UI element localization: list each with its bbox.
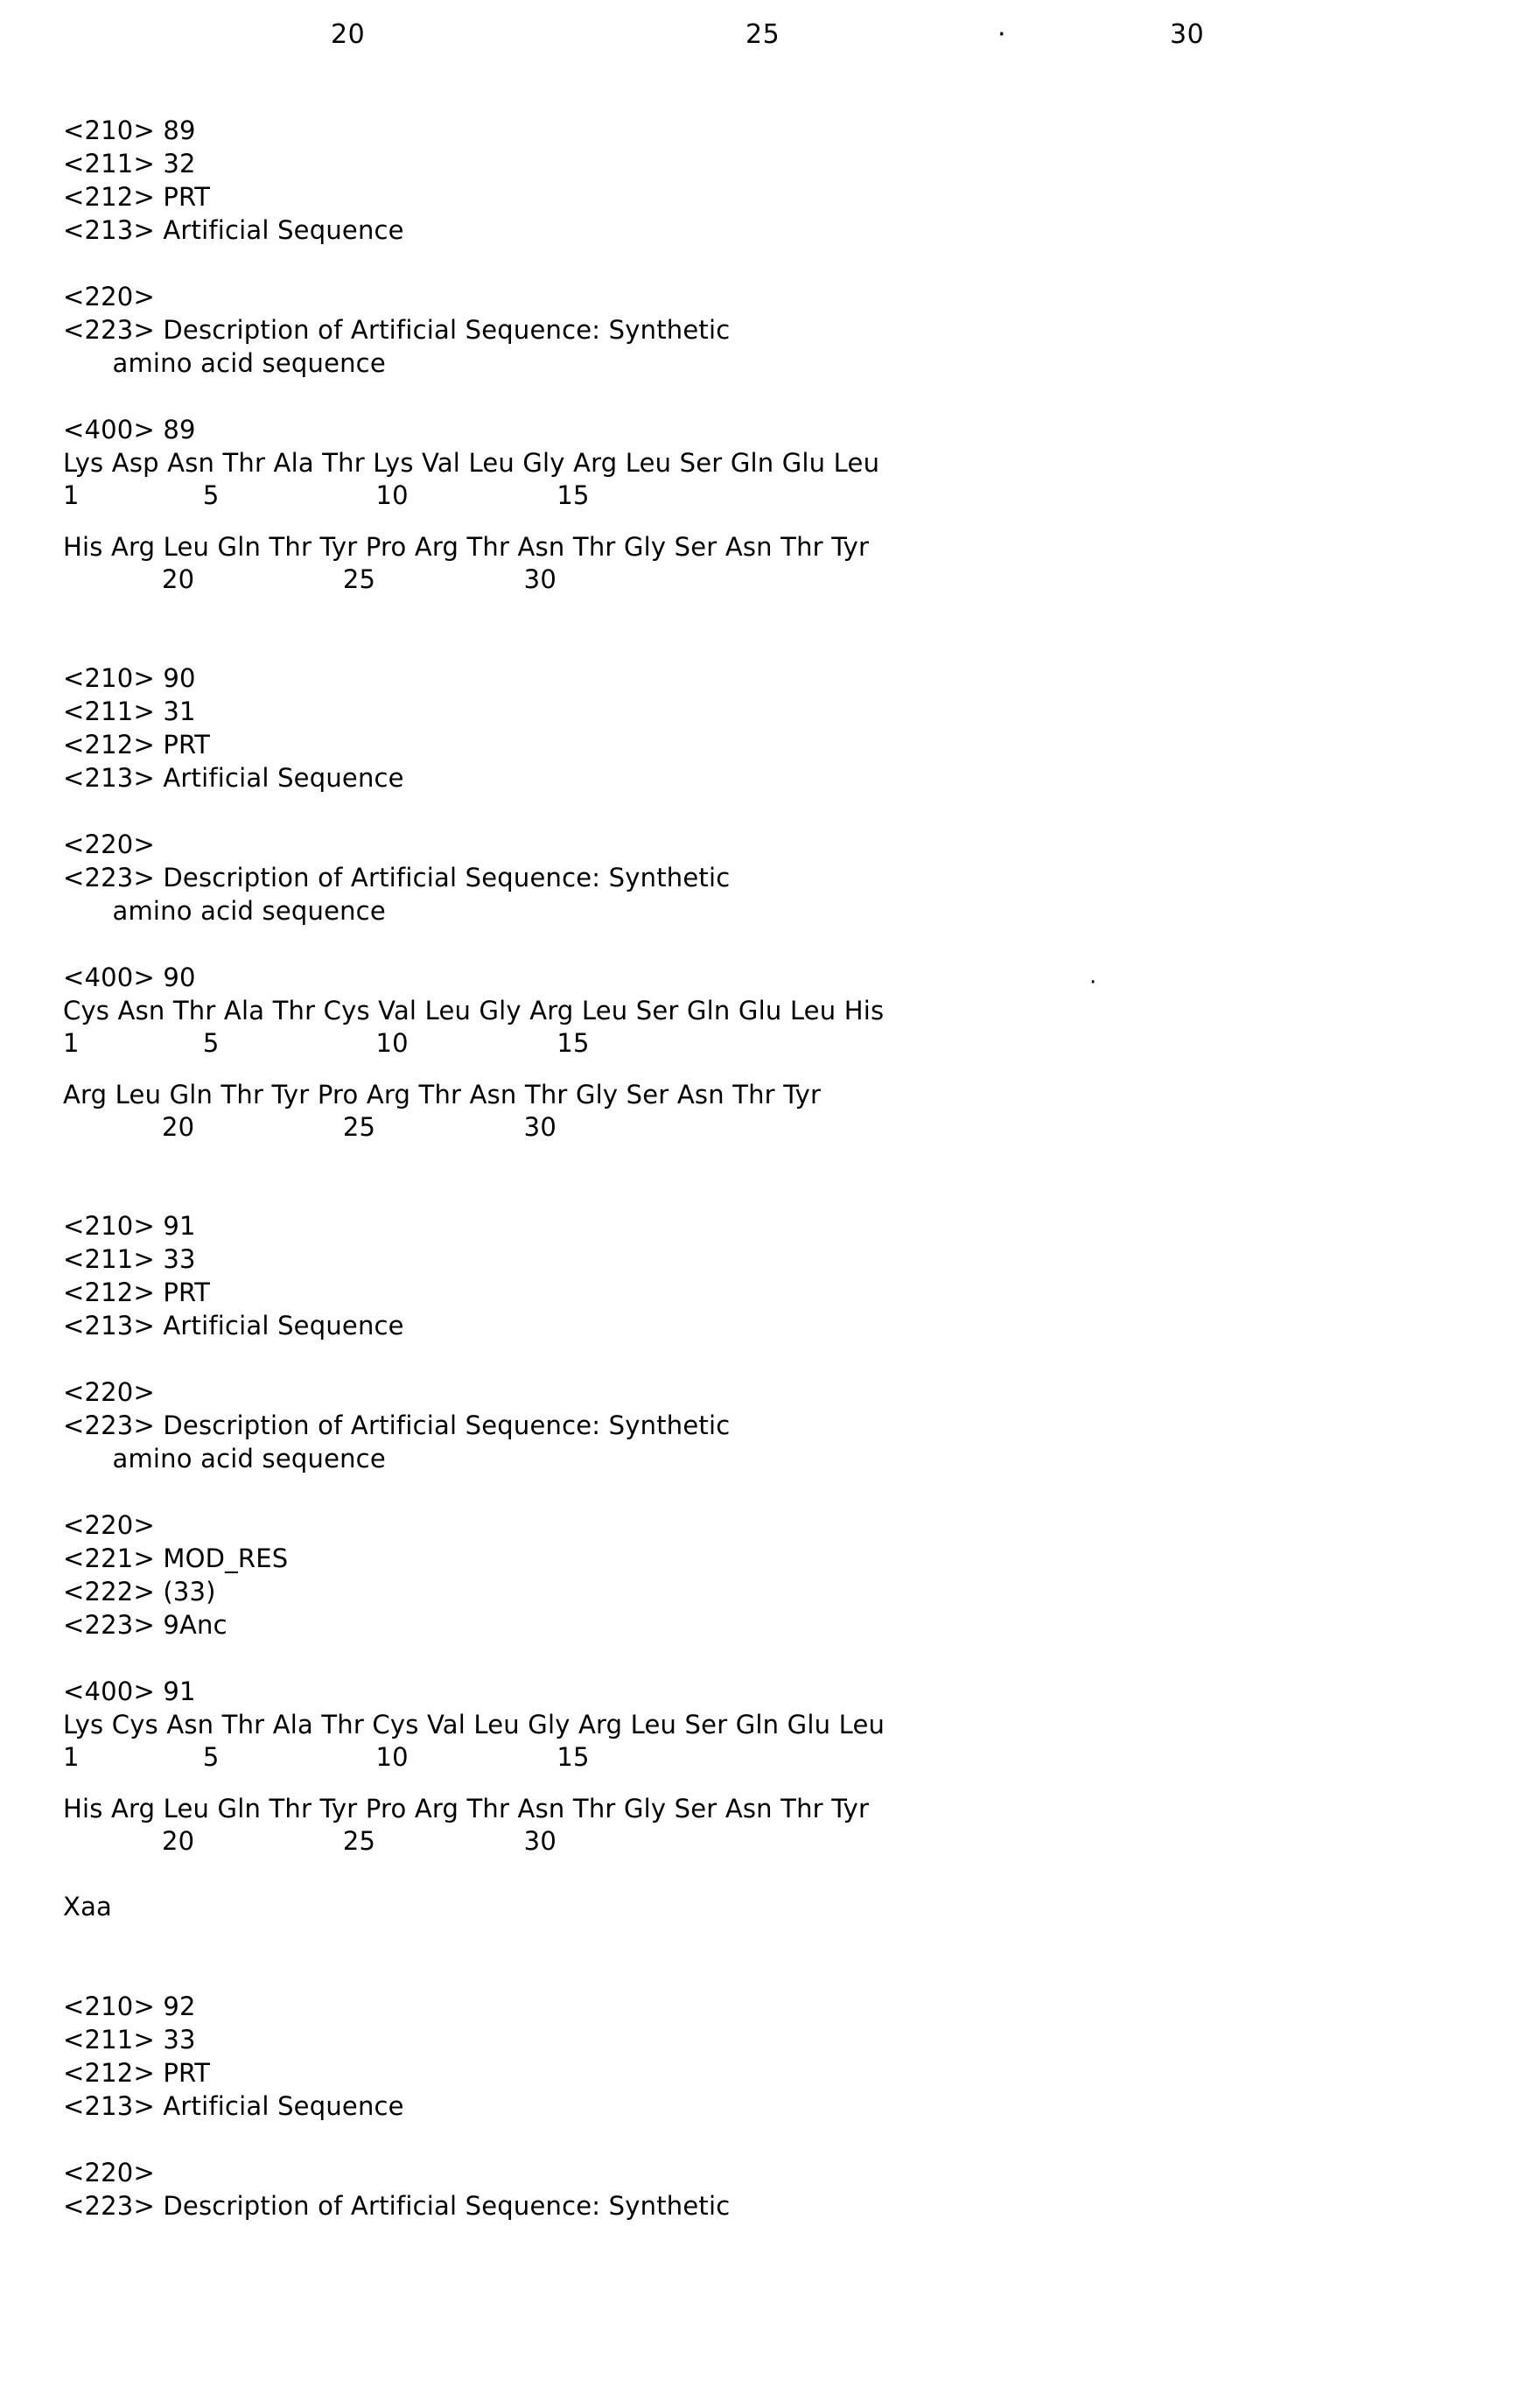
sequence-entry-90 <box>63 662 1463 1143</box>
entry-91-modres-223: <223> 9Anc <box>63 1610 228 1640</box>
entry-91-sequence-row-2: His Arg Leu Gln Thr Tyr Pro Arg Thr Asn Thr Gly Ser Asn Thr Tyr <box>63 1794 870 1824</box>
entry-91-line-220: <220> <box>63 1377 155 1407</box>
entry-89-sequence-numbers-2: 20 25 30 <box>63 564 556 594</box>
position-number-25: 25 <box>746 19 780 50</box>
entry-91-modres-222: <222> (33) <box>63 1577 216 1606</box>
entry-89-line-213: <213> Artificial Sequence <box>63 215 404 245</box>
entry-90-sequence-numbers-1: 1 5 10 15 <box>63 1028 590 1058</box>
entry-90-line-223-cont: amino acid sequence <box>63 896 386 926</box>
entry-91-line-212: <212> PRT <box>63 1278 211 1307</box>
entry-92-line-213: <213> Artificial Sequence <box>63 2091 404 2121</box>
entry-89-line-220: <220> <box>63 282 155 312</box>
entry-92-line-220: <220> <box>63 2158 155 2188</box>
entry-91-sequence-row-3: Xaa <box>63 1892 113 1922</box>
position-number-30: 30 <box>1170 19 1205 50</box>
entry-90-line-210: <210> 90 <box>63 663 196 693</box>
entry-89-line-400: <400> 89 <box>63 415 196 444</box>
entry-89-line-210: <210> 89 <box>63 116 196 145</box>
sequence-listing-body <box>63 114 1463 2222</box>
entry-90-line-220: <220> <box>63 830 155 859</box>
entry-90-sequence-row-2: Arg Leu Gln Thr Tyr Pro Arg Thr Asn Thr Gly Ser Asn Thr Tyr <box>63 1080 822 1110</box>
entry-90-line-212: <212> PRT <box>63 730 211 760</box>
entry-92-line-212: <212> PRT <box>63 2058 211 2088</box>
entry-91-line-213: <213> Artificial Sequence <box>63 1311 404 1340</box>
entry-92-line-223: <223> Description of Artificial Sequence: Synthetic <box>63 2191 731 2221</box>
entry-90-sequence-row-1: Cys Asn Thr Ala Thr Cys Val Leu Gly Arg Leu Ser Gln Glu Leu His <box>63 996 885 1026</box>
entry-91-modres-221: <221> MOD_RES <box>63 1544 289 1573</box>
entry-91-sequence-numbers-1: 1 5 10 15 <box>63 1742 590 1772</box>
entry-90-line-211: <211> 31 <box>63 696 196 726</box>
entry-91-sequence-numbers-2: 20 25 30 <box>63 1826 556 1856</box>
entry-89-sequence-numbers-1: 1 5 10 15 <box>63 480 590 510</box>
entry-92-line-210: <210> 92 <box>63 1992 196 2021</box>
entry-89-sequence-row-2: His Arg Leu Gln Thr Tyr Pro Arg Thr Asn Thr Gly Ser Asn Thr Tyr <box>63 532 870 562</box>
entry-90-sequence-numbers-2: 20 25 30 <box>63 1112 556 1142</box>
entry-90-line-213: <213> Artificial Sequence <box>63 763 404 793</box>
entry-91-line-400: <400> 91 <box>63 1676 196 1706</box>
entry-92-line-211: <211> 33 <box>63 2025 196 2054</box>
entry-89-line-212: <212> PRT <box>63 182 211 212</box>
entry-89-line-223: <223> Description of Artificial Sequence: Synthetic <box>63 315 731 345</box>
entry-91-line-210: <210> 91 <box>63 1211 196 1241</box>
entry-89-sequence-row-1: Lys Asp Asn Thr Ala Thr Lys Val Leu Gly Arg Leu Ser Gln Glu Leu <box>63 448 880 478</box>
entry-90-line-223: <223> Description of Artificial Sequence: Synthetic <box>63 863 731 892</box>
entry-91-sequence-row-1: Lys Cys Asn Thr Ala Thr Cys Val Leu Gly Arg Leu Ser Gln Glu Leu <box>63 1710 886 1740</box>
entry-91-line-223-cont: amino acid sequence <box>63 1444 386 1474</box>
position-number-20: 20 <box>331 19 366 50</box>
entry-91-modres-220: <220> <box>63 1510 155 1540</box>
entry-89-line-223-cont: amino acid sequence <box>63 348 386 378</box>
entry-89-line-211: <211> 32 <box>63 149 196 178</box>
entry-91-line-211: <211> 33 <box>63 1244 196 1274</box>
entry-90-line-400: <400> 90 <box>63 962 196 992</box>
entry-91-line-223: <223> Description of Artificial Sequence: Synthetic <box>63 1410 731 1440</box>
stray-mark: · <box>998 19 1007 50</box>
sequence-position-header <box>0 19 1519 60</box>
page-artifact-dot: · <box>1089 970 1097 996</box>
sequence-entry-89 <box>63 114 1463 595</box>
sequence-entry-92 <box>63 1990 1463 2222</box>
sequence-entry-91 <box>63 1209 1463 1923</box>
